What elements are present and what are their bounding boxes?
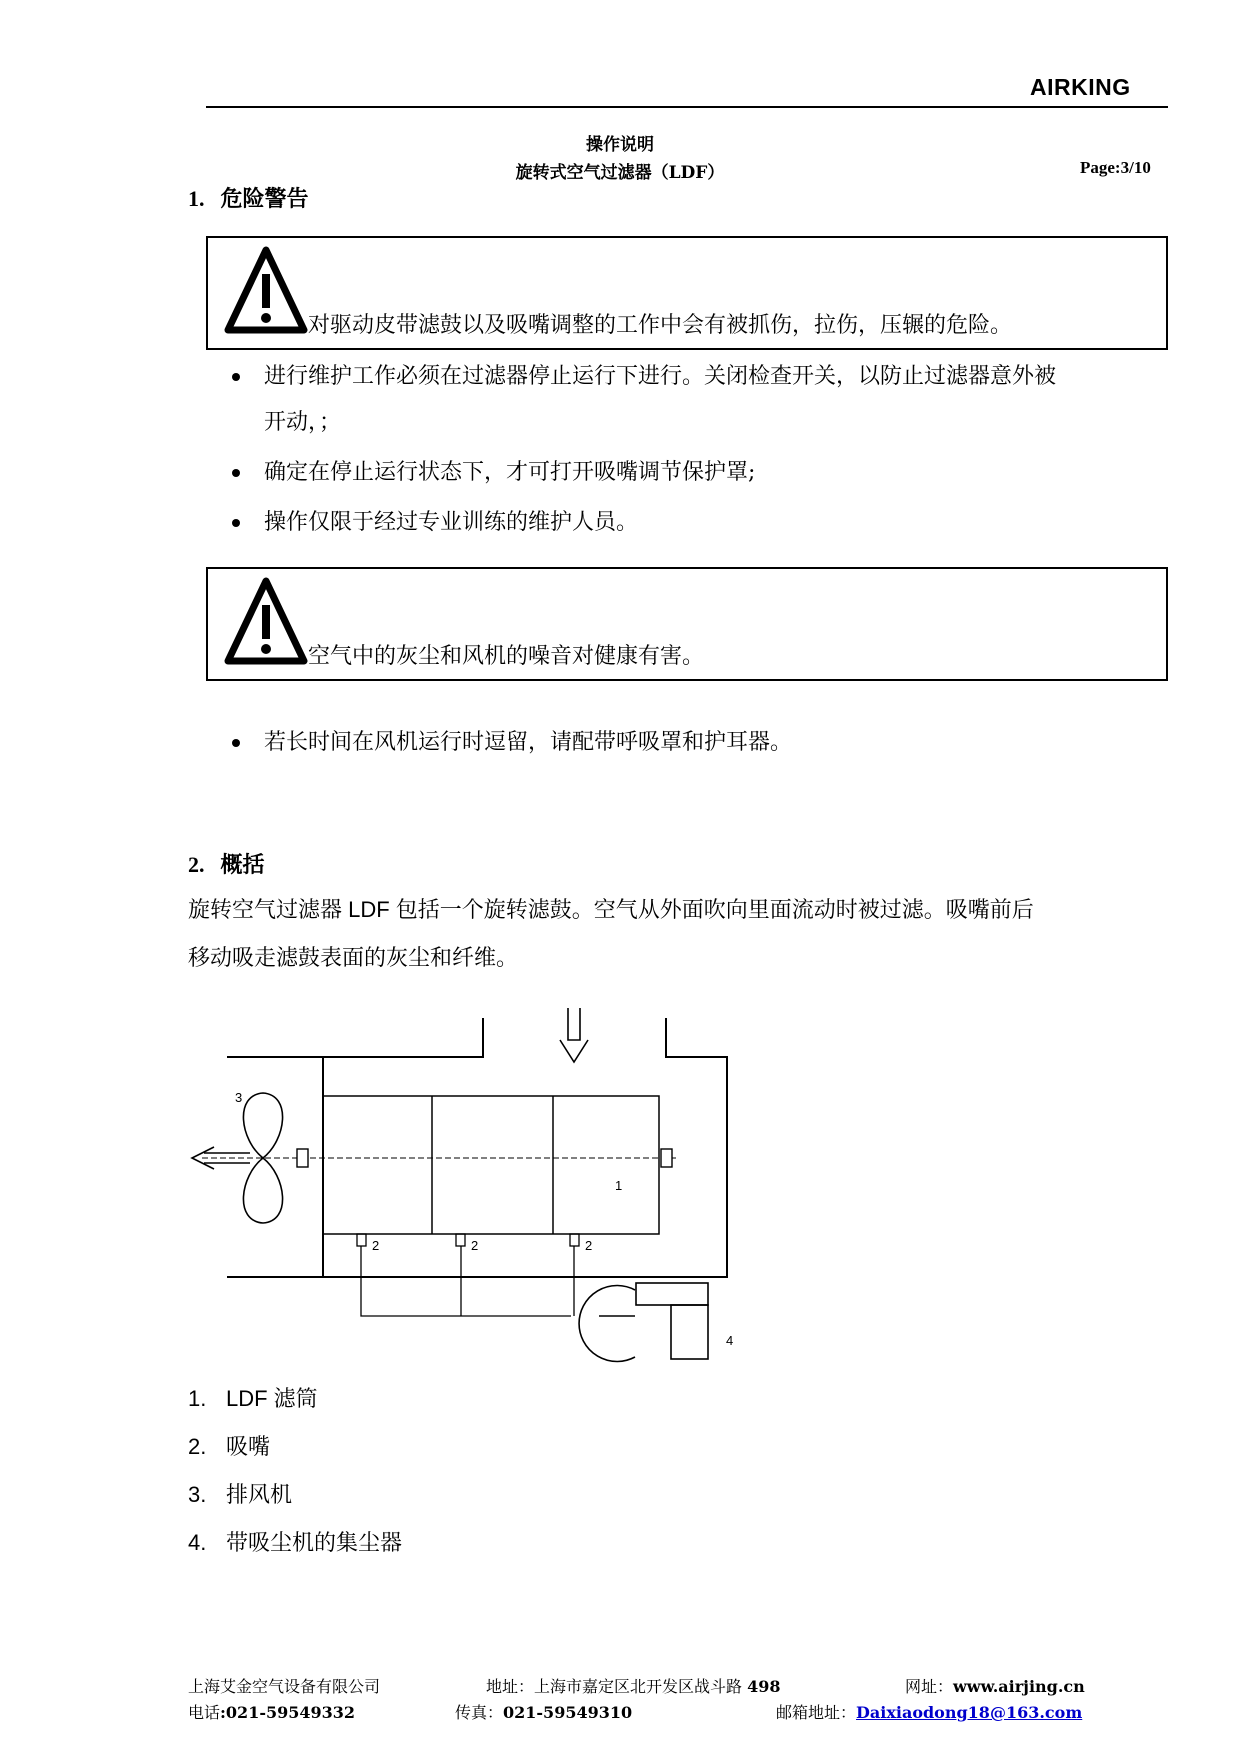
section-2-number: 2. xyxy=(188,852,205,877)
bullet-line: 进行维护工作必须在过滤器停止运行下进行。关闭检查开关，以防止过滤器意外被 xyxy=(264,364,1057,389)
warning-triangle-icon xyxy=(224,244,308,336)
bullet-dot xyxy=(232,373,240,381)
section-1-number: 1. xyxy=(188,186,205,211)
legend-number: 3. xyxy=(188,1482,207,1507)
section-2-title: 概括 xyxy=(220,853,265,878)
legend-label: LDF 滤筒 xyxy=(226,1386,318,1411)
bullet-text: 若长时间在风机运行时逗留，请配带呼吸罩和护耳器。 xyxy=(264,730,793,755)
footer-fax-label: 传真： xyxy=(455,1703,504,1722)
bullet-text xyxy=(264,354,1170,446)
list-item xyxy=(232,450,1172,496)
legend-item xyxy=(188,1430,270,1461)
footer-fax xyxy=(455,1700,632,1723)
legend-label: 吸嘴 xyxy=(226,1434,271,1459)
page-number: Page:3/10 xyxy=(1080,158,1151,177)
legend-label: 排风机 xyxy=(226,1482,293,1507)
footer-phone-number: :021-59549332 xyxy=(220,1703,356,1722)
bullet-dot xyxy=(232,519,240,527)
paragraph-line: 移动吸走滤鼓表面的灰尘和纤维。 xyxy=(188,945,519,970)
filter-drum xyxy=(323,1096,659,1234)
bullet-text: 操作仅限于经过专业训练的维护人员。 xyxy=(264,510,639,535)
footer-email xyxy=(776,1700,1082,1723)
bullet-dot xyxy=(232,469,240,477)
document-title: 操作说明 xyxy=(586,135,654,155)
footer-email-label: 邮箱地址： xyxy=(776,1703,857,1722)
bearing xyxy=(661,1149,672,1167)
diagram-label-fan: 3 xyxy=(235,1090,243,1105)
diagram-label-drum: 1 xyxy=(615,1178,623,1193)
legend-item xyxy=(188,1382,318,1413)
diagram-label-nozzle: 2 xyxy=(372,1238,380,1253)
bullet-dot xyxy=(232,739,240,747)
footer-website xyxy=(905,1674,1085,1697)
legend-item xyxy=(188,1478,292,1509)
section-1-heading xyxy=(188,182,309,213)
legend-number: 4. xyxy=(188,1530,207,1555)
diagram-label-nozzle: 2 xyxy=(585,1238,593,1253)
legend-label: 带吸尘机的集尘器 xyxy=(226,1530,403,1555)
document-subtitle: 旋转式空气过滤器（LDF） xyxy=(515,163,725,183)
filter-system-diagram xyxy=(180,1000,780,1380)
list-item xyxy=(232,720,1172,766)
footer-address xyxy=(486,1674,781,1697)
footer-phone-label: 电话 xyxy=(188,1703,221,1722)
section-2-heading xyxy=(188,848,265,879)
warning-triangle-icon xyxy=(224,575,308,667)
diagram-label-nozzle: 2 xyxy=(471,1238,479,1253)
footer-email-link[interactable]: Daixiaodong18@163.com xyxy=(856,1703,1083,1722)
brand-logo-text: AIRKING xyxy=(1030,74,1131,100)
footer-phone xyxy=(188,1700,355,1723)
list-item xyxy=(232,354,1172,446)
footer-web-link[interactable]: www.airjing.cn xyxy=(953,1677,1085,1696)
bearing xyxy=(297,1149,308,1167)
diagram-label-collector: 4 xyxy=(726,1333,734,1348)
suction-nozzles xyxy=(357,1234,579,1316)
warning-box-1 xyxy=(206,236,1168,350)
list-item xyxy=(232,500,1172,546)
warning-text-2: 空气中的灰尘和风机的噪音对健康有害。 xyxy=(308,644,705,669)
bullet-line: 开动，； xyxy=(264,410,342,435)
footer-address-label: 地址： xyxy=(486,1677,535,1696)
bullet-text: 确定在停止运行状态下，才可打开吸嘴调节保护罩; xyxy=(264,460,756,485)
overview-paragraph xyxy=(188,886,1168,982)
legend-number: 1. xyxy=(188,1386,207,1411)
inlet-arrow-icon xyxy=(560,1008,588,1062)
paragraph-line: 旋转空气过滤器 LDF 包括一个旋转滤鼓。空气从外面吹向里面流动时被过滤。吸嘴前后 xyxy=(188,897,1034,922)
legend-item xyxy=(188,1526,402,1557)
legend-number: 2. xyxy=(188,1434,207,1459)
warning-text-1: 对驱动皮带滤鼓以及吸嘴调整的工作中会有被抓伤，拉伤，压辗的危险。 xyxy=(308,313,1013,338)
footer-web-label: 网址： xyxy=(905,1677,954,1696)
footer-company: 上海艾金空气设备有限公司 xyxy=(188,1677,381,1696)
footer-address-number: 498 xyxy=(747,1677,781,1696)
footer-fax-number: 021-59549310 xyxy=(503,1703,633,1722)
section-1-title: 危险警告 xyxy=(220,187,309,212)
footer-address-text: 上海市嘉定区北开发区战斗路 xyxy=(534,1677,743,1696)
header-rule xyxy=(206,106,1168,108)
dust-collector xyxy=(579,1283,708,1362)
warning-box-2 xyxy=(206,567,1168,681)
